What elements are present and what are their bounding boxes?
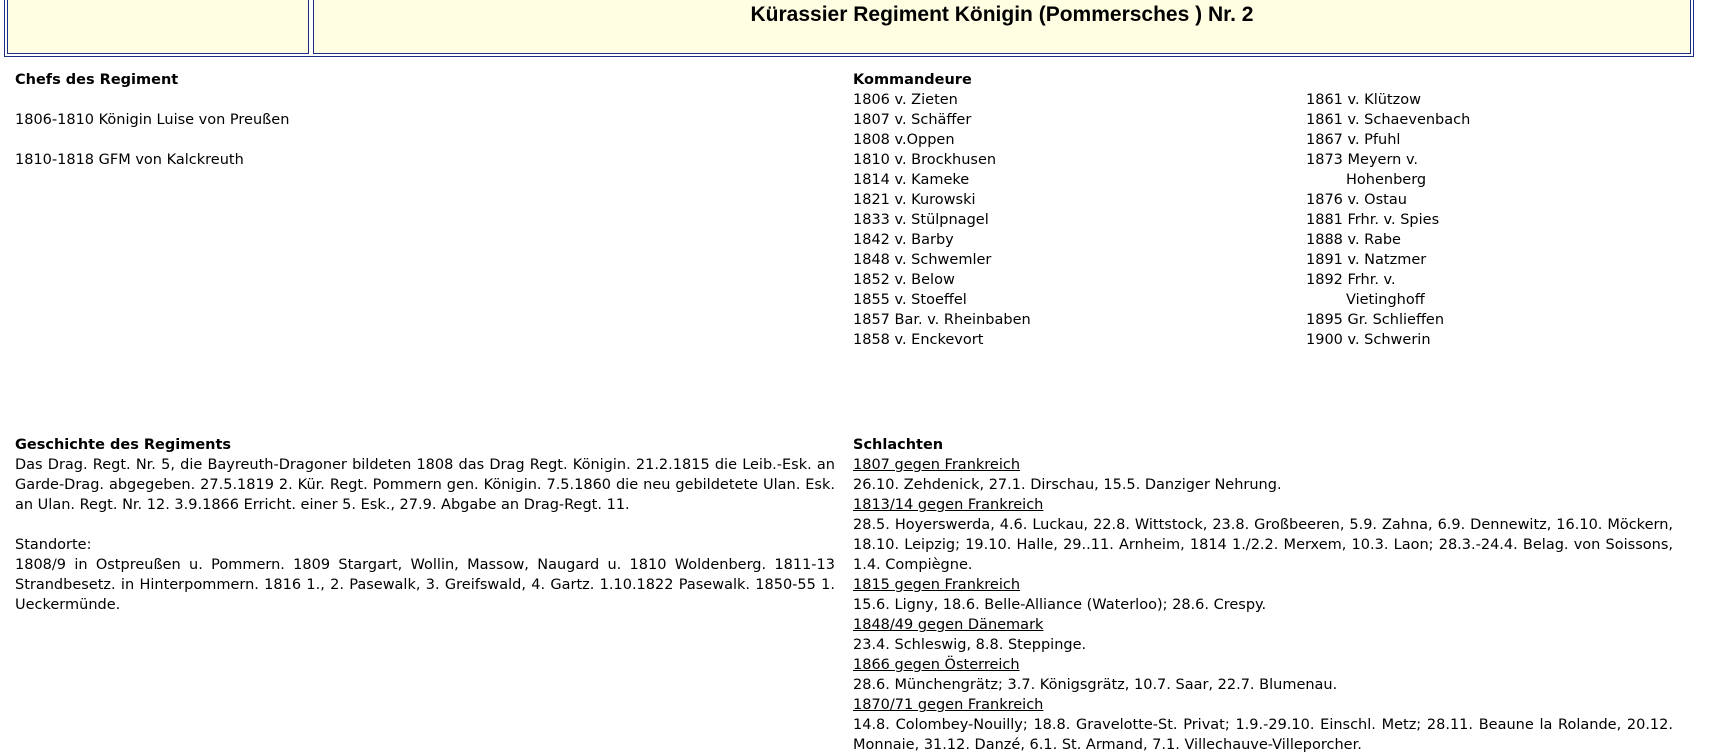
kommandeur-item: 1807 v. Schäffer [853, 112, 972, 128]
war-battles: 15.6. Ligny, 18.6. Belle-Alliance (Waterloo); 28.6. Crespy. [853, 597, 1267, 613]
standorte-text: 1808/9 in Ostpreußen u. Pommern. 1809 Stargart, Wollin, Massow, Naugard u. 1810 Woldenberg. 1811-13 Strandbesetz. in Hinterpommern. 1816 1., 2. Pasewalk, 3. Greifswald, 4. Gartz. 1.10.1822 Pasewalk. 1850-55 1. Ueckermünde. [15, 557, 835, 613]
war-battles: 28.5. Hoyerswerda, 4.6. Luckau, 22.8. Wittstock, 23.8. Großbeeren, 5.9. Zahna, 6.9. Dennewitz, 16.10. Möckern, 18.10. Leipzig; 19.10. Halle, 29..11. Arnheim, 1814 1./2.2. Merxem, 10.3. Laon; 28.3.-24.4. Belag. von Soissons, 1.4. Compiègne. [853, 517, 1673, 573]
war-title: 1848/49 gegen Dänemark [853, 617, 1044, 633]
war-title: 1807 gegen Frankreich [853, 457, 1021, 473]
war-title: 1866 gegen Österreich [853, 657, 1020, 673]
kommandeur-item: 1855 v. Stoeffel [853, 292, 967, 308]
war-battles: 14.8. Colombey-Nouilly; 18.8. Gravelotte-St. Privat; 1.9.-29.10. Einschl. Metz; 28.11. Beaune la Rolande, 20.12. Monnaie, 31.12. Danzé, 6.1. St. Armand, 7.1. Villechauve-Villeporcher. [853, 717, 1673, 753]
kommandeure-heading: Kommandeure [853, 72, 972, 88]
kommandeur-item: 1848 v. Schwemler [853, 252, 992, 268]
chef-item: 1810-1818 GFM von Kalckreuth [15, 152, 244, 168]
kommandeur-item: 1806 v. Zieten [853, 92, 958, 108]
schlachten-heading: Schlachten [853, 437, 944, 453]
kommandeur-item: 1808 v.Oppen [853, 132, 955, 148]
kommandeur-item: 1821 v. Kurowski [853, 192, 976, 208]
kommandeur-item: 1900 v. Schwerin [1306, 332, 1431, 348]
war-battles: 28.6. Münchengrätz; 3.7. Königsgrätz, 10.7. Saar, 22.7. Blumenau. [853, 677, 1338, 693]
schlachten-list [853, 455, 1673, 755]
chefs-heading: Chefs des Regiment [15, 72, 179, 88]
kommandeur-item: 1873 Meyern v. [1306, 152, 1419, 168]
kommandeur-item: 1810 v. Brockhusen [853, 152, 997, 168]
kommandeur-item: 1814 v. Kameke [853, 172, 970, 188]
geschichte-text: Das Drag. Regt. Nr. 5, die Bayreuth-Dragoner bildeten 1808 das Drag Regt. Königin. 21.2.1815 die Leib.-Esk. an Garde-Drag. abgegeben. 27.5.1819 2. Kür. Regt. Pommern gen. Königin. 7.5.1860 die neu gebildetete Ulan. Esk. an Ulan. Regt. Nr. 12. 3.9.1866 Erricht. einer 5. Esk., 27.9. Abgabe an Drag-Regt. 11. [15, 457, 835, 513]
kommandeur-item: Vietinghoff [1346, 292, 1425, 308]
war-battles: 23.4. Schleswig, 8.8. Steppinge. [853, 637, 1087, 653]
kommandeur-item: 1876 v. Ostau [1306, 192, 1407, 208]
chefs-section [15, 70, 835, 170]
kommandeur-item: 1895 Gr. Schlieffen [1306, 312, 1445, 328]
kommandeur-item: 1881 Frhr. v. Spies [1306, 212, 1440, 228]
kommandeur-item: 1857 Bar. v. Rheinbaben [853, 312, 1031, 328]
war-title: 1870/71 gegen Frankreich [853, 697, 1044, 713]
kommandeur-item: 1852 v. Below [853, 272, 955, 288]
page-title: Kürassier Regiment Königin (Pommersches ) Nr. 2 [750, 3, 1254, 26]
kommandeur-item: 1888 v. Rabe [1306, 232, 1401, 248]
kommandeur-item: 1891 v. Natzmer [1306, 252, 1427, 268]
kommandeur-item: 1861 v. Klützow [1306, 92, 1421, 108]
kommandeur-item: 1861 v. Schaevenbach [1306, 112, 1471, 128]
header-title-cell [313, 0, 1691, 54]
kommandeur-item: Hohenberg [1346, 172, 1427, 188]
geschichte-section [15, 435, 835, 615]
kommandeur-item: 1867 v. Pfuhl [1306, 132, 1401, 148]
war-title: 1815 gegen Frankreich [853, 577, 1021, 593]
standorte-label: Standorte: [15, 537, 92, 553]
schlachten-section [853, 435, 1673, 755]
war-battles: 26.10. Zehdenick, 27.1. Dirschau, 15.5. Danziger Nehrung. [853, 477, 1282, 493]
war-title: 1813/14 gegen Frankreich [853, 497, 1044, 513]
header-left-cell [7, 0, 309, 54]
chef-item: 1806-1810 Königin Luise von Preußen [15, 112, 290, 128]
kommandeure-list-1 [853, 90, 1293, 350]
kommandeur-item: 1833 v. Stülpnagel [853, 212, 989, 228]
kommandeure-list-2 [1306, 90, 1686, 350]
kommandeur-item: 1842 v. Barby [853, 232, 954, 248]
header-table [4, 0, 1694, 57]
kommandeur-item: 1892 Frhr. v. [1306, 272, 1396, 288]
geschichte-heading: Geschichte des Regiments [15, 437, 232, 453]
kommandeur-item: 1858 v. Enckevort [853, 332, 984, 348]
kommandeure-section [853, 70, 1293, 350]
